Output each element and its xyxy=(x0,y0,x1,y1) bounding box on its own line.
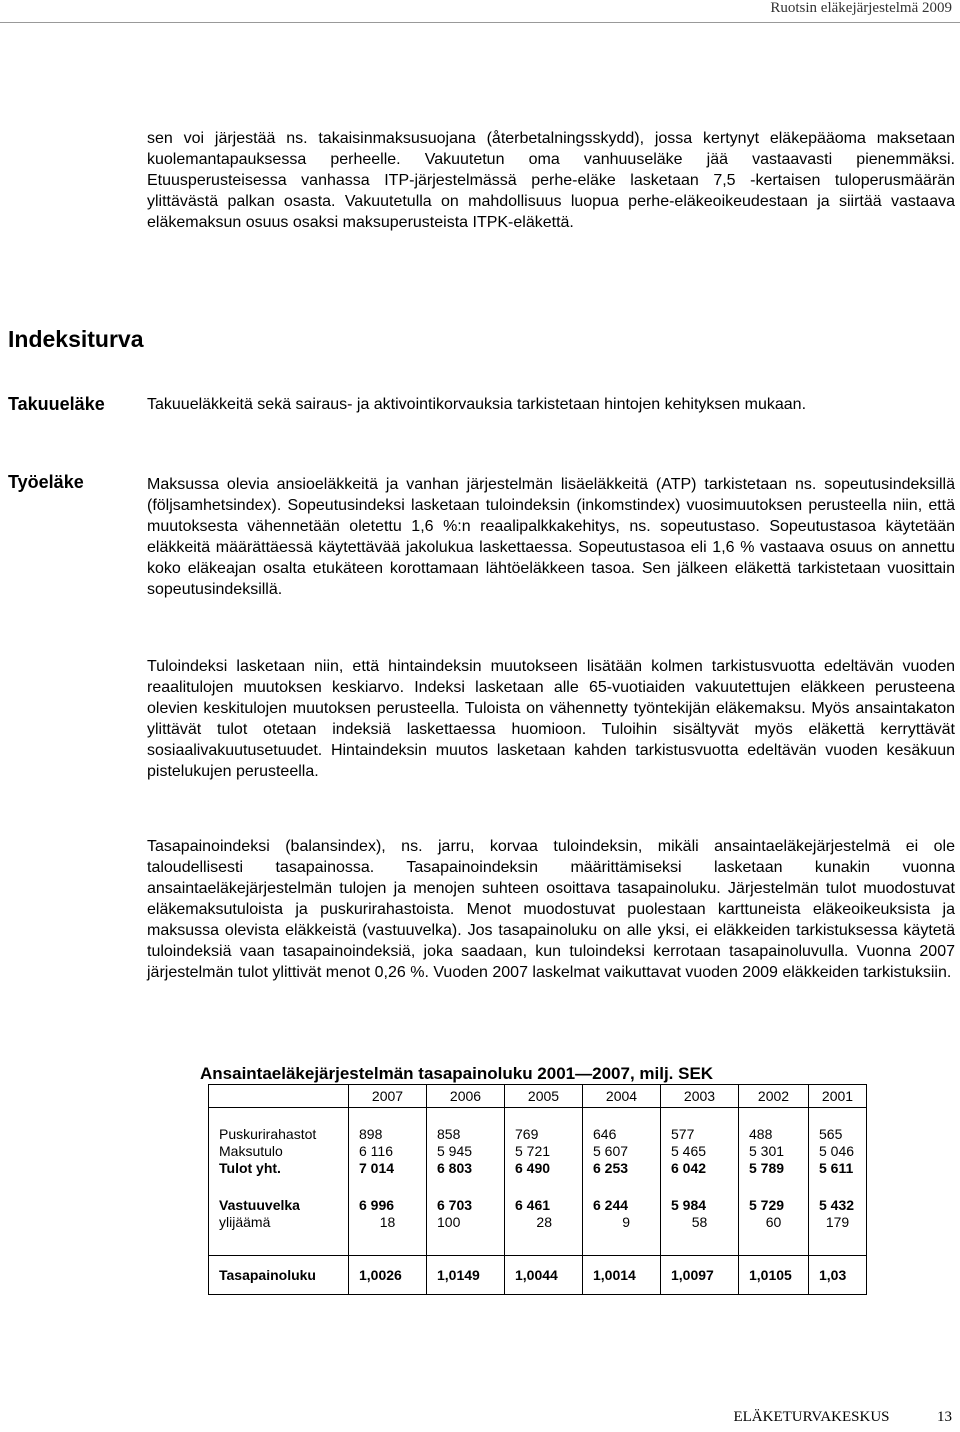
table-cell: 7 014 xyxy=(349,1160,427,1177)
year-header: 2002 xyxy=(739,1085,809,1108)
intro-paragraph: sen voi järjestää ns. takaisinmaksusuojana (återbetalningsskydd), jossa kertynyt eläkepääoma maksetaan kuolemantapauksessa perheelle. Vakuutetun oma vanhuuseläke jää vastaavasti pienemmäksi. Etuusperusteisessa vanhassa ITP-järjestelmässä perhe-eläke lasketaan 7,5 -kertaisen tuloperusmäärän ylittävästä palkan osasta. Vakuutetulla on mahdollisuus luopua perhe-eläkeoikeudestaan ja siirtää vastaava eläkemaksun osuus osaksi maksuperusteista ITPK-eläkettä. xyxy=(147,130,955,231)
year-header: 2007 xyxy=(349,1085,427,1108)
table-cell: 5 721 xyxy=(505,1143,583,1160)
header-empty-cell xyxy=(209,1085,349,1108)
table-cell: 5 945 xyxy=(427,1143,505,1160)
takuuelake-label: Takuueläke xyxy=(8,394,105,414)
row-label: Tasapainoluku xyxy=(209,1256,349,1295)
table-cell: 60 xyxy=(739,1214,809,1231)
table-cell: 5 301 xyxy=(739,1143,809,1160)
table-row xyxy=(209,1214,867,1231)
year-header: 2005 xyxy=(505,1085,583,1108)
table-cell: 898 xyxy=(349,1126,427,1143)
row-label: Maksutulo xyxy=(209,1143,349,1160)
table-cell: 1,0026 xyxy=(349,1256,427,1295)
table-cell: 6 803 xyxy=(427,1160,505,1177)
table-cell: 858 xyxy=(427,1126,505,1143)
table-cell: 769 xyxy=(505,1126,583,1143)
row-label: ylijäämä xyxy=(209,1214,349,1231)
row-label: Tulot yht. xyxy=(209,1160,349,1177)
table-cell: 28 xyxy=(505,1214,583,1231)
table-title: Ansaintaeläkejärjestelmän tasapainoluku 2001—2007, milj. SEK xyxy=(200,1064,714,1083)
table-row xyxy=(209,1256,867,1295)
table-cell: 5 046 xyxy=(809,1143,867,1160)
tyoelake-paragraph-3: Tasapainoindeksi (balansindex), ns. jarru, korvaa tuloindeksin, mikäli ansaintaeläkejärjestelmä ei ole taloudellisesti tasapainossa. Tasapainoindeksin määrittämiseksi lasketaan kunakin vuonna ansaintaeläkejärjestelmän tulojen ja menojen suhteen osoittava tasapainoluku. Järjestelmän tulot muodostuvat eläkemaksutuloista ja puskurirahastoista. Menot muodostuvat puolestaan karttuneista eläkeoikeuksista ja maksussa olevista eläkkeistä (vastuuvelka). Jos tasapainoluku on alle yksi, ei eläkkeiden tarkistuksessa käytetä tuloindeksiä vaan tasapainoindeksiä, joka saadaan, kun tuloindeksi kerrotaan tasapainoluvulla. Vuonna 2007 järjestelmän tulot ylittivät menot 0,26 %. Vuoden 2007 laskelmat vaikuttavat vuoden 2009 eläkkeiden tarkistuksiin. xyxy=(147,838,955,981)
section-title: Indeksiturva xyxy=(8,326,144,352)
tyoelake-paragraph-1: Maksussa olevia ansioeläkkeitä ja vanhan järjestelmän lisäeläkkeitä (ATP) tarkistetaan ns. sopeutusindeksillä (följsamhetsindex). Sopeutusindeksi lasketaan tuloindeksin (inkomstindex) vuosimuutoksen perusteella niin, että muutoksesta vähennetään oletettu 1,6 %:n reaalipalkkakehitys, ns. sopeutustaso. Sopeutustasoa käytetään eläkkeitä määrättäessä käytettävää jakolukua laskettaessa. Sopeutustasoa eli 1,6 % vastaava osuus on annettu koko eläkeajan osalta etukäteen korottamaan lähtöeläkkeen tasoa. Sen jälkeen eläkettä tarkistetaan vuosittain sopeutusindeksillä. xyxy=(147,476,955,598)
table-row xyxy=(209,1197,867,1214)
publisher-name: ELÄKETURVAKESKUS xyxy=(733,1409,890,1425)
running-header: Ruotsin eläkejärjestelmä 2009 xyxy=(770,0,952,16)
tyoelake-paragraph-2: Tuloindeksi lasketaan niin, että hintaindeksin muutokseen lisätään kolmen tarkistusvuotta edeltävän vuoden reaalitulojen muutoksen keskiarvo. Indeksi lasketaan alle 65-vuotiaiden vakuutettujen eläkkeen perusteena olevien keskitulojen muutoksen perusteella. Tuloista on vähennetty työntekijän eläkemaksu. Myös ansaintakaton ylittävät tulot otetaan indeksiä laskettaessa huomioon. Tuloihin sisältyvät myös eläkettä kerryttävät sosiaalivakuutusetuudet. Hintaindeksin muutos lasketaan kahden tarkistusvuotta edeltävän vuoden kesäkuun pistelukujen perusteella. xyxy=(147,658,955,780)
table-cell: 100 xyxy=(427,1214,505,1231)
table-cell: 6 244 xyxy=(583,1197,661,1214)
table-cell: 58 xyxy=(661,1214,739,1231)
table-cell: 1,0097 xyxy=(661,1256,739,1295)
table-row xyxy=(209,1143,867,1160)
table-cell: 5 607 xyxy=(583,1143,661,1160)
table-cell: 6 996 xyxy=(349,1197,427,1214)
table-cell: 6 490 xyxy=(505,1160,583,1177)
table-cell: 488 xyxy=(739,1126,809,1143)
table-cell: 1,0149 xyxy=(427,1256,505,1295)
table-cell: 565 xyxy=(809,1126,867,1143)
tyoelake-label: Työeläke xyxy=(8,472,84,492)
table-cell: 6 116 xyxy=(349,1143,427,1160)
table-cell: 646 xyxy=(583,1126,661,1143)
table-cell: 6 042 xyxy=(661,1160,739,1177)
year-header: 2006 xyxy=(427,1085,505,1108)
header-divider xyxy=(0,22,960,23)
table-row xyxy=(209,1160,867,1177)
table-cell: 1,0105 xyxy=(739,1256,809,1295)
table-cell: 5 611 xyxy=(809,1160,867,1177)
table-cell: 5 729 xyxy=(739,1197,809,1214)
year-header: 2001 xyxy=(809,1085,867,1108)
table-cell: 1,0044 xyxy=(505,1256,583,1295)
table-header-row xyxy=(209,1085,867,1108)
table-cell: 5 432 xyxy=(809,1197,867,1214)
page-footer xyxy=(733,1409,952,1426)
table-cell: 5 465 xyxy=(661,1143,739,1160)
table-cell: 179 xyxy=(809,1214,867,1231)
table-cell: 5 789 xyxy=(739,1160,809,1177)
table-cell: 6 703 xyxy=(427,1197,505,1214)
table-cell: 18 xyxy=(349,1214,427,1231)
year-header: 2003 xyxy=(661,1085,739,1108)
row-label: Vastuuvelka xyxy=(209,1197,349,1214)
row-label: Puskurirahastot xyxy=(209,1126,349,1143)
table-row xyxy=(209,1126,867,1143)
takuuelake-text: Takuueläkkeitä sekä sairaus- ja aktivointikorvauksia tarkistetaan hintojen kehityksen mukaan. xyxy=(147,396,807,413)
table-cell: 5 984 xyxy=(661,1197,739,1214)
year-header: 2004 xyxy=(583,1085,661,1108)
table-cell: 9 xyxy=(583,1214,661,1231)
balance-table xyxy=(208,1084,867,1295)
table-cell: 1,03 xyxy=(809,1256,867,1295)
table-cell: 6 461 xyxy=(505,1197,583,1214)
table-cell: 6 253 xyxy=(583,1160,661,1177)
table-cell: 577 xyxy=(661,1126,739,1143)
table-cell: 1,0014 xyxy=(583,1256,661,1295)
page-number: 13 xyxy=(937,1409,952,1425)
